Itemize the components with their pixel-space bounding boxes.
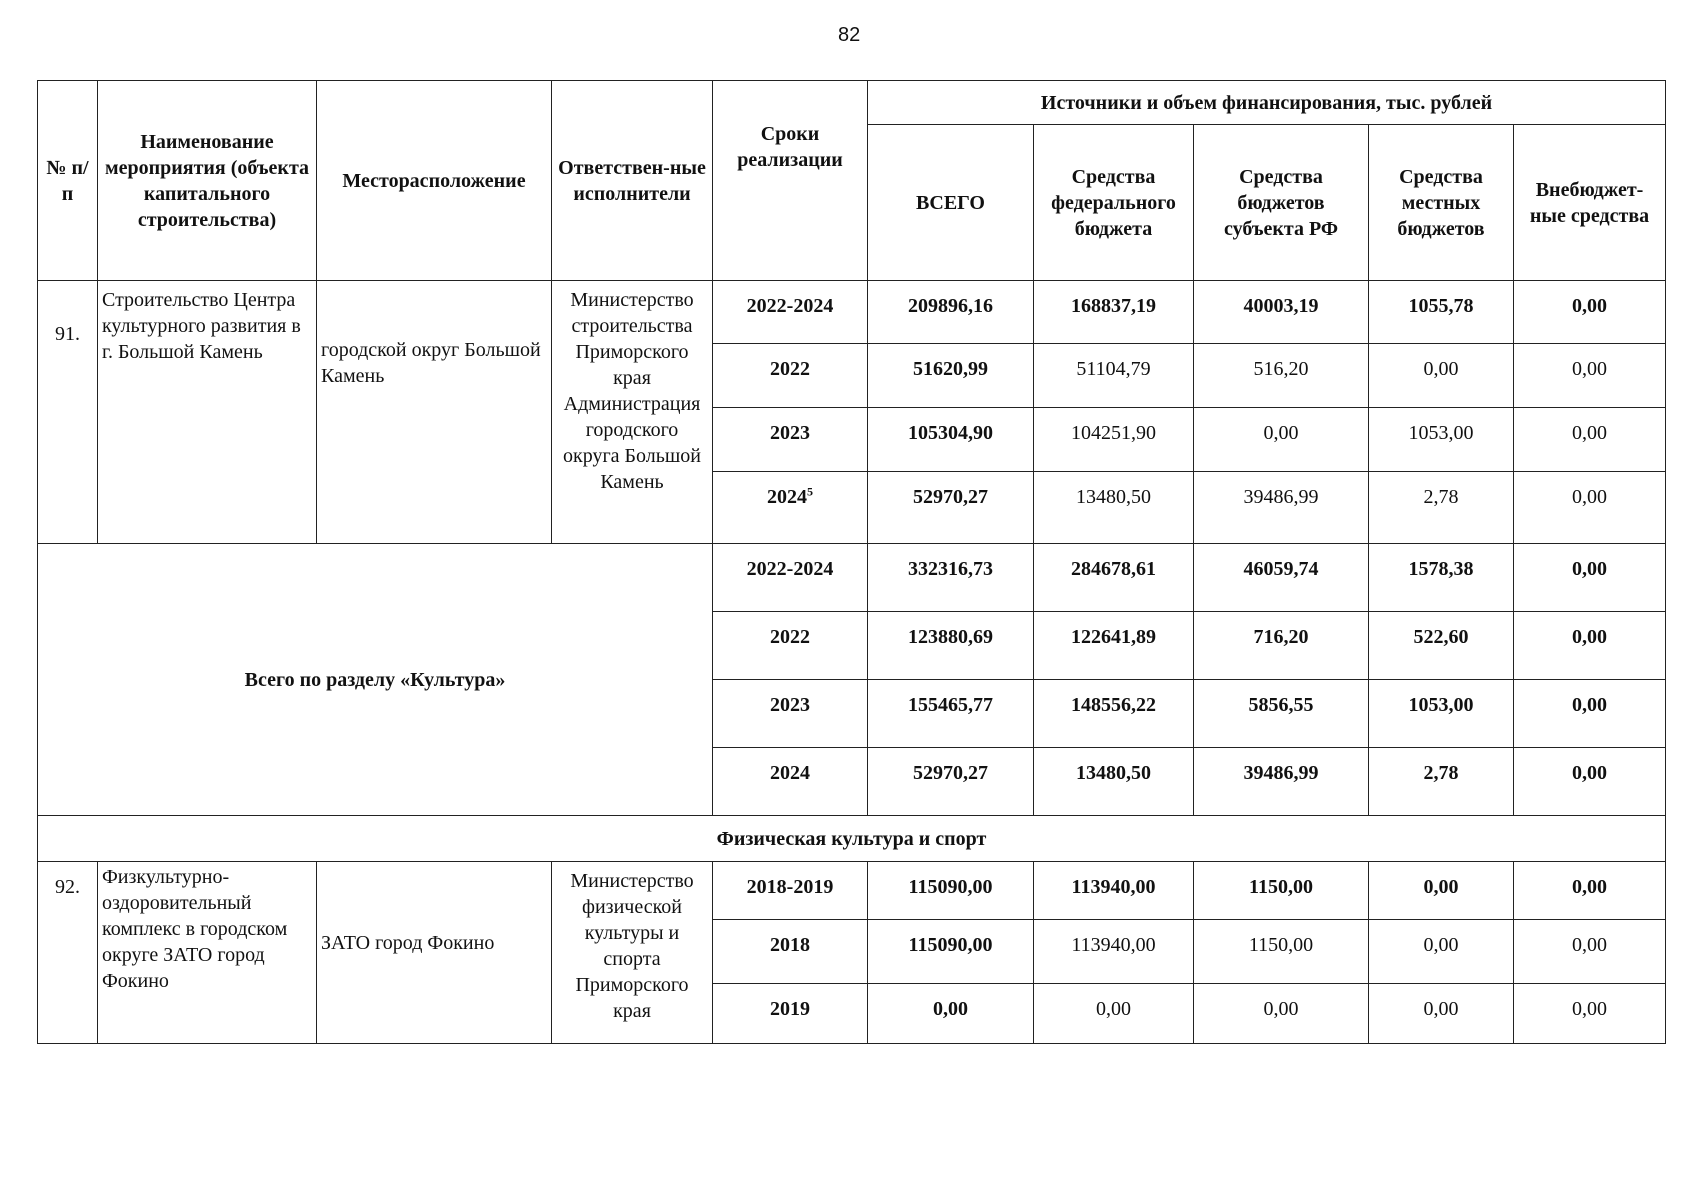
item92-federal: 113940,00	[1034, 920, 1194, 984]
item92-location: ЗАТО город Фокино	[317, 862, 552, 1044]
culture-extra: 0,00	[1514, 544, 1666, 612]
item91-regional: 0,00	[1194, 408, 1369, 472]
item91-federal: 168837,19	[1034, 281, 1194, 344]
item91-total: 105304,90	[868, 408, 1034, 472]
culture-period: 2023	[713, 680, 868, 748]
culture-extra: 0,00	[1514, 748, 1666, 816]
header-extra: Внебюджет-ные средства	[1514, 125, 1666, 281]
item91-name: Строительство Центра культурного развития в г. Большой Камень	[98, 281, 317, 544]
item91-extra: 0,00	[1514, 472, 1666, 544]
culture-federal: 148556,22	[1034, 680, 1194, 748]
item92-executors: Министерство физической культуры и спорта Приморского края	[552, 862, 713, 1044]
item91-federal: 13480,50	[1034, 472, 1194, 544]
item92-extra: 0,00	[1514, 862, 1666, 920]
item91-extra: 0,00	[1514, 408, 1666, 472]
item91-extra: 0,00	[1514, 344, 1666, 408]
culture-period: 2022-2024	[713, 544, 868, 612]
table-row	[38, 544, 1666, 612]
culture-total-label: Всего по разделу «Культура»	[38, 544, 713, 816]
item91-local: 1055,78	[1369, 281, 1514, 344]
culture-federal: 13480,50	[1034, 748, 1194, 816]
culture-total: 123880,69	[868, 612, 1034, 680]
header-period: Сроки реализации	[713, 81, 868, 281]
item92-period: 2018	[713, 920, 868, 984]
culture-extra: 0,00	[1514, 680, 1666, 748]
culture-regional: 5856,55	[1194, 680, 1369, 748]
culture-federal: 284678,61	[1034, 544, 1194, 612]
header-federal: Средства федерального бюджета	[1034, 125, 1194, 281]
item92-local: 0,00	[1369, 920, 1514, 984]
footnote-mark: 5	[807, 484, 813, 499]
item92-regional: 0,00	[1194, 984, 1369, 1044]
header-location: Месторасположение	[317, 81, 552, 281]
page-number: 82	[838, 24, 861, 46]
culture-federal: 122641,89	[1034, 612, 1194, 680]
header-no: № п/п	[38, 81, 98, 281]
culture-local: 1053,00	[1369, 680, 1514, 748]
culture-local: 2,78	[1369, 748, 1514, 816]
header-local: Средства местных бюджетов	[1369, 125, 1514, 281]
item91-extra: 0,00	[1514, 281, 1666, 344]
section-title-sport: Физическая культура и спорт	[38, 816, 1666, 862]
item91-local: 2,78	[1369, 472, 1514, 544]
item92-total: 0,00	[868, 984, 1034, 1044]
table-row	[38, 862, 1666, 920]
item91-period: 2022-2024	[713, 281, 868, 344]
section-row	[38, 816, 1666, 862]
item92-extra: 0,00	[1514, 984, 1666, 1044]
header-row-1	[38, 81, 1666, 125]
culture-total: 155465,77	[868, 680, 1034, 748]
item91-executors: Министерство строительства Приморского края Администрация городского округа Большой Камень	[552, 281, 713, 544]
item92-total: 115090,00	[868, 920, 1034, 984]
item91-no: 91.	[38, 281, 98, 544]
header-executors: Ответствен-ные исполнители	[552, 81, 713, 281]
item91-regional: 40003,19	[1194, 281, 1369, 344]
item92-total: 115090,00	[868, 862, 1034, 920]
culture-extra: 0,00	[1514, 612, 1666, 680]
culture-local: 1578,38	[1369, 544, 1514, 612]
item92-period: 2019	[713, 984, 868, 1044]
header-total: ВСЕГО	[868, 125, 1034, 281]
culture-regional: 716,20	[1194, 612, 1369, 680]
culture-period: 2022	[713, 612, 868, 680]
header-regional: Средства бюджетов субъекта РФ	[1194, 125, 1369, 281]
header-financing: Источники и объем финансирования, тыс. рублей	[868, 81, 1666, 125]
financing-table	[37, 80, 1666, 1044]
item91-total: 51620,99	[868, 344, 1034, 408]
item92-period: 2018-2019	[713, 862, 868, 920]
table-row	[38, 281, 1666, 344]
item91-total: 52970,27	[868, 472, 1034, 544]
item91-regional: 39486,99	[1194, 472, 1369, 544]
item91-local: 0,00	[1369, 344, 1514, 408]
item92-local: 0,00	[1369, 984, 1514, 1044]
header-name: Наименование мероприятия (объекта капитального строительства)	[98, 81, 317, 281]
item91-local: 1053,00	[1369, 408, 1514, 472]
item91-federal: 51104,79	[1034, 344, 1194, 408]
culture-period: 2024	[713, 748, 868, 816]
culture-total: 52970,27	[868, 748, 1034, 816]
culture-local: 522,60	[1369, 612, 1514, 680]
item92-extra: 0,00	[1514, 920, 1666, 984]
item92-regional: 1150,00	[1194, 920, 1369, 984]
item91-federal: 104251,90	[1034, 408, 1194, 472]
item91-period: 2024	[767, 486, 807, 508]
item91-location: городской округ Большой Камень	[317, 281, 552, 544]
item92-federal: 113940,00	[1034, 862, 1194, 920]
item91-period: 2023	[713, 408, 868, 472]
item92-name: Физкультурно-оздоровительный комплекс в городском округе ЗАТО город Фокино	[98, 862, 317, 1044]
culture-regional: 46059,74	[1194, 544, 1369, 612]
culture-regional: 39486,99	[1194, 748, 1369, 816]
item91-period-cell	[713, 472, 868, 544]
item92-no: 92.	[38, 862, 98, 1044]
item92-local: 0,00	[1369, 862, 1514, 920]
item92-federal: 0,00	[1034, 984, 1194, 1044]
item92-regional: 1150,00	[1194, 862, 1369, 920]
culture-total: 332316,73	[868, 544, 1034, 612]
item91-regional: 516,20	[1194, 344, 1369, 408]
item91-total: 209896,16	[868, 281, 1034, 344]
item91-period: 2022	[713, 344, 868, 408]
